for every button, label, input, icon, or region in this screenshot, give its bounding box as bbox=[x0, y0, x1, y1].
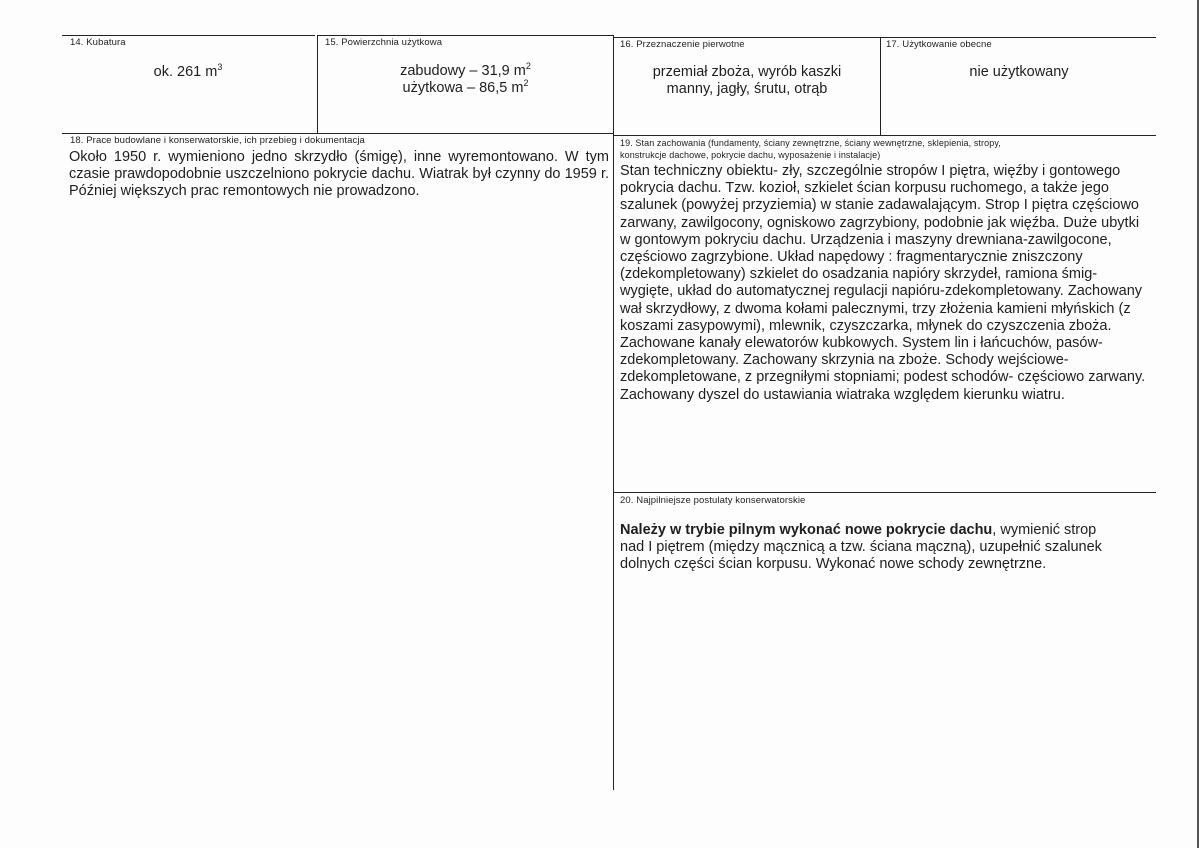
field-19-label-line1: 19. Stan zachowania (fundamenty, ściany zewnętrzne, ściany wewnętrzne, sklepienia, stropy, bbox=[620, 138, 1001, 148]
divider-16-17 bbox=[880, 37, 881, 135]
rule-19 bbox=[614, 135, 1156, 136]
field-20-text-bold: Należy w trybie pilnym wykonać nowe pokrycie dachu bbox=[620, 522, 993, 538]
field-15-value: zabudowy – 31,9 $m^2$ użytkowa – 86,5 $m^2$ bbox=[400, 61, 531, 96]
field-20-text bbox=[620, 522, 1120, 574]
field-16-label: 16. Przeznaczenie pierwotne bbox=[620, 39, 745, 50]
rule-top-17 bbox=[880, 37, 1156, 38]
field-19-text: Stan techniczny obiektu- zły, szczególnie stropów I piętra, więźby i gontowego pokrycia dachu. Tzw. kozioł, szkielet ścian korpusu ruchomego, a także jego szalunek (powyżej przyziemia) w stanie zadawalającym. Strop I piętra częściowo zarwany, zawilgocony, ogniskowo zagrzybiony, podobnie jak więźba. Duże ubytki w gontowym pokryciu dachu. Urządzenia i maszyny drewniana-zawilgocone, częściowo zagrzybione. Układ napędowy : fragmentarycznie zniszczony (zdekompletowany) szkielet do osadzania napiórу skrzydeł, ramiona śmig- wygięte, układ do automatycznej regulacji napióru-zdekompletowany. Zachowany wał skrzydłowy, z dwoma kołami palecznymi, trzy złożenia kamieni młyńskich (z koszami zasypowymi), mlewnik, czyszczarka, młynek do czyszczenia zboża. Zachowane kanały elewatorów kubkowych. System lin i łańcuchów, pasów- zdekompletowany. Zachowany skrzynia na zboże. Schody wejściowe- zdekompletowane, z przegniłymi stopniami; podest schodów- częściowo zarwany. Zachowany dyszel do ustawiania wiatraka względem kierunku wiatru. bbox=[620, 163, 1146, 403]
divider-main bbox=[613, 35, 614, 790]
field-14-label: 14. Kubatura bbox=[70, 37, 126, 48]
field-16-value: przemiał zboża, wyrób kaszki manny, jagły, śrutu, otrąb bbox=[652, 64, 842, 97]
rule-20 bbox=[614, 492, 1156, 493]
field-18-text: Około 1950 r. wymieniono jedno skrzydło (śmigę), inne wyremontowano. W tym czasie prawdopodobnie uszczelniono pokrycie dachu. Wiatrak był czynny do 1959 r. Później większych prac remontowych nie prowadzono. bbox=[69, 149, 609, 200]
field-18-label: 18. Prace budowlane i konserwatorskie, ich przebieg i dokumentacja bbox=[70, 135, 365, 146]
field-20-label: 20. Najpilniejsze postulaty konserwatorskie bbox=[620, 495, 806, 506]
rule-top-14 bbox=[62, 35, 315, 36]
field-15-label: 15. Powierzchnia użytkowa bbox=[325, 37, 443, 48]
field-17-value: nie użytkowany bbox=[969, 64, 1069, 80]
field-19-label-line2: konstrukcje dachowe, pokrycie dachu, wyposażenie i instalacje) bbox=[620, 150, 881, 160]
rule-18 bbox=[62, 133, 613, 134]
field-20-text-rest: , wymienić strop nad I piętrem (między mącznicą a tzw. ściana mączną), uzupełnić szalunek dolnych części ścian korpusu. Wykonać nowe schody zewnętrzne. bbox=[620, 522, 1102, 573]
rule-top-15 bbox=[318, 35, 613, 36]
field-17-label: 17. Użytkowanie obecne bbox=[886, 39, 992, 50]
rule-top-16 bbox=[614, 37, 880, 38]
field-14-value: ok. 261 $m^3$ bbox=[153, 62, 223, 80]
